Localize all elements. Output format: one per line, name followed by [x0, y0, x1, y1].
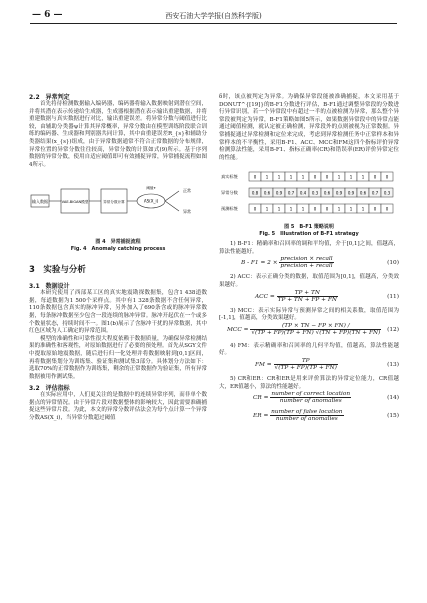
section-3-2-heading: 3.2 评估指标 — [29, 385, 70, 393]
bf1-strategy-diagram — [219, 168, 399, 220]
figure-4 — [29, 177, 207, 252]
fig5-pred-label: 1 — [277, 206, 281, 212]
figure-4-caption-cn: 图 4 异常捕捉流程 — [95, 239, 141, 246]
figure-5 — [219, 168, 399, 237]
fig5-pred-label: 1 — [289, 206, 293, 212]
section-2-2-paragraph: 首先将待检测数据输入编码器，编码器将输入数据映射到潜在空间，并将其潜在表示传递给生成器，生成器根据潜在表示输出重建数据，并将重建数据与真实数据进行对比，输出重建误差。将异常分数与阈值进行比较，由辅助分类器ψ计算其异常概率，异常分数由在模型训练阶段联合训练的编码器、生成器和判别器共同计算，其中由重建误差R_{s}和辅助分类器结果(x_{s})组成，由于异常数据通常不符合正常数据的分布规律，异常位置的异常分数往往较高，异常分数的计算如式(9)所示。基于序列数据的异常分数，使用自适应阈值即可有效捕捉异常，异常捕捉流程如图4所示。 — [29, 101, 207, 168]
left-column — [29, 92, 207, 423]
fig5-true-label: 0 — [253, 174, 257, 180]
fig5-true-label: 1 — [265, 174, 269, 180]
equation-12: MCC = $\frac{(TP \times TN - FP \times FN) /}{√(TP + FP)(TP + FN) √(TN + FP)(TN + FN)}$ (12) — [227, 322, 399, 336]
fig5-row-label: 真实标签 — [221, 174, 238, 180]
fig5-true-label: 0 — [313, 174, 317, 180]
figure-5-caption-en: Fig. 5 Illustration of B-F1 strategy — [259, 230, 359, 237]
section-3-heading: 3 实验与分析 — [29, 265, 86, 276]
fig5-true-label: 1 — [361, 174, 365, 180]
fig5-true-label: 1 — [277, 174, 281, 180]
fig5-anomaly-score: 0.4 — [299, 190, 307, 196]
fig5-pred-label: 0 — [253, 206, 257, 212]
fig5-pred-label: 1 — [337, 206, 341, 212]
fig5-anomaly-score: 0.3 — [383, 190, 391, 196]
fig5-pred-label: 0 — [313, 206, 317, 212]
fig5-anomaly-score: 0.9 — [347, 190, 355, 196]
fig5-pred-label: 0 — [373, 206, 377, 212]
fig5-row-label: 预测标签 — [221, 206, 238, 212]
fig5-true-label: 1 — [289, 174, 293, 180]
fig5-row-label: 异常分数 — [221, 190, 238, 196]
fig4-score-label: 异常分数计算 — [103, 200, 125, 205]
metric-fm-text: 4) FM：表示精确率和召回率的几何平均值，值越高，算法性能越好。 — [219, 342, 399, 357]
fig4-input-label: 输入数据 — [32, 199, 48, 205]
metric-acc-text: 2) ACC：表示正确分类的数据，取值范围为[0,1]，值越高，分类效果越好。 — [219, 274, 399, 288]
metric-cr-er-text: 5) CR和ER：CR和ER是用来评价算法的异常定位能力，CR值越大，ER值越小，算法的性能越好。 — [219, 375, 399, 390]
section-3-2-paragraph: 在实际应用中，人们更关注的是数据中的连续异常序列，而非单个数据点的异常情况。由于异常片段对数据整体的影响较大，因此需要准确捕捉这些异常片段。为此，本文的异常分数评估法会为每个点计算一个异常分数AS(X_i)，当异常分数超过阈值 — [29, 392, 207, 422]
fig5-pred-label: 0 — [385, 206, 389, 212]
equation-10: B - F1 = 2 × $\frac{\text{precision × recall}}{\text{precision + recall}}$ (10) — [241, 256, 399, 270]
fig5-true-label: 0 — [325, 174, 329, 180]
fig5-anomaly-score: 0.3 — [311, 190, 319, 196]
fig5-pred-label: 1 — [349, 206, 353, 212]
fig5-anomaly-score: 0.6 — [263, 190, 271, 196]
figure-5-caption-cn: 图 5 B-F1 策略说明 — [284, 224, 334, 231]
metric-mcc-text: 3) MCC：表示实际异常与预测异常之间的相关系数，取值范围为[-1,1]，值越高，分类效果越好。 — [219, 307, 399, 322]
equation-11: ACC = $\frac{TP + TN}{TP + TN + FP + FN}$ (11) — [255, 289, 399, 303]
fig5-anomaly-score: 0.7 — [287, 190, 295, 196]
section-3-1-heading: 3.1 数据设计 — [29, 283, 70, 291]
fig4-threshold-label: 阈值τ — [146, 186, 156, 191]
fig5-true-label: 1 — [301, 174, 305, 180]
anomaly-catching-flowchart — [29, 177, 207, 235]
fig5-true-label: 0 — [373, 174, 377, 180]
metric-bf1-text: 1) B-F1：精确率和召回率的调和平均值，介于[0,1]之间，值越高，算法性能越好。 — [219, 241, 399, 255]
fig4-model-label: VAE-BiGAN模型 — [61, 200, 89, 205]
fig5-anomaly-score: 0.6 — [323, 190, 331, 196]
fig5-pred-label: 1 — [265, 206, 269, 212]
section-2-2-heading: 2.2 异常判定 — [29, 94, 70, 101]
fig4-abnormal-label: 异常 — [183, 209, 191, 215]
fig5-pred-label: 1 — [361, 206, 365, 212]
equation-15: ER = $\frac{\text{number of false location}}{\text{number of anomalies}}$ (15) — [253, 409, 399, 423]
section-3-1-paragraph-1: 本研究使用了西部某工区的真实地震勘探数据集，包含1 438道数据，每道数据为1 500个采样点。其中有1 328条数据不含任何异常，110条数据包含真实的脉冲异常，另外加入了690条含或的脉冲异常数据，每条脉冲数据至少包含一段连续的脉冲异常。脉冲开起伏在一个或多个数量状态，持续时间不一。图1(b)展示了含脉冲干扰的异常数据，其中红色区域为人工确定的异常范围。 — [29, 290, 207, 335]
fig5-true-label: 0 — [385, 174, 389, 180]
fig5-anomaly-score: 0.8 — [251, 190, 259, 196]
right-paragraph-1: δ时，该点被判定为异常。为确保异常段能被准确捕捉，本文采用基于DONUT^{[19]}的B-F1分数进行评估，B-F1通过调整异常段的分数进行异常识别，若一个异常段中有超过一半的点被检测为异常，那么整个异常段被判定为异常，B-F1策略如图5所示，如果数据异常段中的异常点能通过阈值检测，就认定被正确检测，异常段外的点则被视为正常数据。异常捕捉通过异常检测和定位来完成，考虑到异常检测任务中正常样本和异常样本的不平衡性，采用B-F1、ACC、MCC和FM这四个指标评价异常检测算法性能，采用B-F1、指标正确率(CR)和错误率(ER)评价异常定位的性能。 — [219, 94, 399, 161]
fig5-true-label: 1 — [349, 174, 353, 180]
equation-14: CR = $\frac{\text{number of correct location}}{\text{number of anomalies}}$ (14) — [253, 391, 399, 405]
fig5-anomaly-score: 0.7 — [371, 190, 379, 196]
fig5-pred-label: 1 — [301, 206, 305, 212]
fig5-anomaly-score: 0.9 — [335, 190, 343, 196]
equation-13: FM = $\frac{TP}{√(TP + FP)(TP + FN)}$ (13) — [255, 357, 399, 371]
section-3-1-paragraph-2: 模型的准确性和可靠性很大程度依赖于数据质量，为确保异常检测结果的准确性和客观性，对原始数据进行了必要的预处理。首先从SGY文件中提取原始地震数据，随后进行归一化处理并将数据映射到[0,1]区间，再将数据集划分为训练集、验证集和测试集3部分。具体划分方法如下：选取70%的正常数据作为训练集，剩余的正常数据作为验证集，所有异常数据被用作测试集。 — [29, 335, 207, 380]
fig4-normal-label: 正常 — [183, 188, 191, 194]
page-header — [30, 10, 397, 24]
fig5-true-label: 1 — [337, 174, 341, 180]
figure-4-caption-en: Fig. 4 Anomaly catching process — [70, 245, 166, 252]
fig5-anomaly-score: 0.6 — [359, 190, 367, 196]
fig5-anomaly-score: 0.9 — [275, 190, 283, 196]
journal-title: 西安石油大学学报(自然科学版) — [165, 12, 262, 20]
right-column — [219, 94, 399, 423]
header-rule — [30, 23, 397, 24]
page-number: — 6 — — [32, 10, 63, 20]
fig5-pred-label: 0 — [325, 206, 329, 212]
fig4-compare-label: AS(X_i) — [143, 198, 159, 204]
